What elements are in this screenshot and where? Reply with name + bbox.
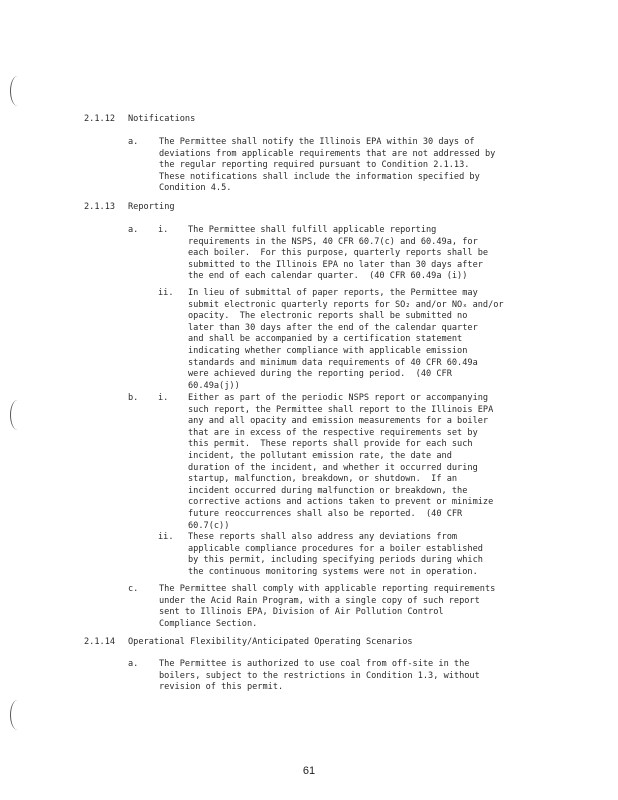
section-heading-operational-flexibility [84,637,413,647]
section-heading-reporting [84,202,175,212]
item-text: The Permittee shall fulfill applicable reporting requirements in the NSPS, 40 CFR 60.7(c) and 60.49a, for each boiler. For this purpose, quarterly reports shall be submitted to the Illinois EPA no later than 30 days after the end of each calendar quarter. (40 CFR 60.49a (i)) [188,225,489,282]
item-label: a. [128,225,139,235]
item-label: a. [128,659,139,669]
page-number: 61 [302,765,316,777]
section-heading-notifications [84,114,195,124]
section-title: Reporting [128,202,175,212]
item-text: In lieu of submittal of paper reports, the Permittee may submit electronic quarterly reports for SO₂ and/or NOₓ and/or opacity. The electronic reports shall be submitted no later than 30 days after the end of the calendar quarter and shall be accompanied by a certification statement indicating whether compliance with applicable emission standards and minimum data requirements of 40 CFR 60.49a were achieved during the reporting period. (40 CFR 60.49a(j)) [188,288,504,391]
item-text: The Permittee shall notify the Illinois EPA within 30 days of deviations from applicable requirements that are not addressed by the regular reporting required pursuant to Condition 2.1.13. These notifications shall include the information specified by Condition 4.5. [159,137,496,194]
item-label: i. [158,393,169,403]
section-title: Operational Flexibility/Anticipated Operating Scenarios [128,637,413,647]
section-number: 2.1.12 [84,114,116,124]
binder-mark-middle [10,400,25,430]
section-number: 2.1.13 [84,202,116,212]
item-text: The Permittee shall comply with applicable reporting requirements under the Acid Rain Program, with a single copy of such report sent to Illinois EPA, Division of Air Pollution Control Compliance Section. [159,584,496,629]
item-label: b. [128,393,139,403]
binder-mark-top [10,76,25,106]
item-label: ii. [158,288,174,298]
section-title: Notifications [128,114,196,124]
section-number: 2.1.14 [84,637,116,647]
item-label: i. [158,225,169,235]
item-label: c. [128,584,139,594]
item-label: a. [128,137,139,147]
item-text: Either as part of the periodic NSPS report or accompanying such report, the Permittee shall report to the Illinois EPA any and all opacity and emission measurements for a boiler that are in excess of the respective requirements set by this permit. These reports shall provide for each such incident, the pollutant emission rate, the date and duration of the incident, and whether it occurred during startup, malfunction, breakdown, or shutdown. If an incident occurred during malfunction or breakdown, the corrective actions and actions taken to prevent or minimize future reoccurrences shall also be reported. (40 CFR 60.7(c)) [188,393,494,531]
item-label: ii. [158,532,174,542]
item-text: The Permittee is authorized to use coal from off-site in the boilers, subject to the restrictions in Condition 1.3, without revision of this permit. [159,659,480,693]
item-text: These reports shall also address any deviations from applicable compliance procedures for a boiler established by this permit, including specifying periods during which the continuous monitoring systems were not in operation. [188,532,483,577]
binder-mark-bottom [10,700,25,730]
